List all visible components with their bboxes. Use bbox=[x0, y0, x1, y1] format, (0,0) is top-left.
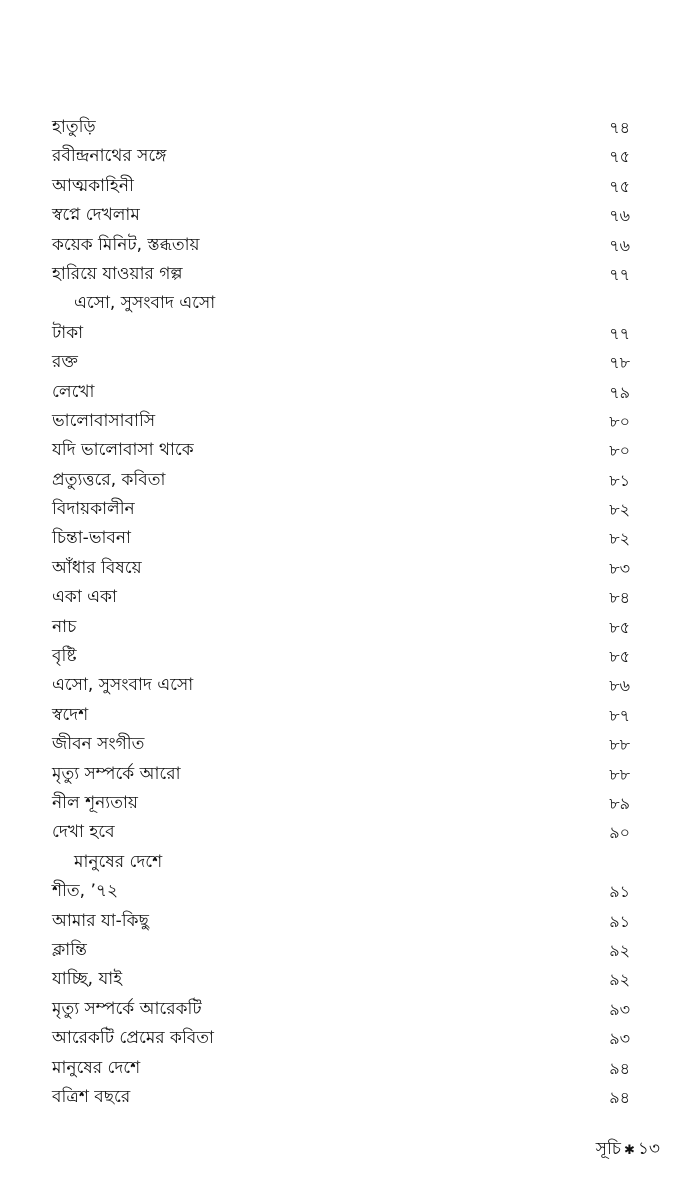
toc-entry bbox=[52, 1083, 642, 1112]
toc-entry bbox=[52, 642, 642, 671]
entry-title: দেখা হবে bbox=[52, 822, 115, 843]
entry-page-number: ৭৭ bbox=[609, 264, 630, 284]
toc-entry bbox=[52, 907, 642, 936]
entry-page-number: ৭৪ bbox=[609, 118, 630, 137]
entry-page-number: ৮০ bbox=[609, 411, 630, 431]
entry-page-number: ৯২ bbox=[609, 970, 630, 990]
entry-page-number: ৯২ bbox=[609, 940, 630, 960]
entry-title: যাচ্ছি, যাই bbox=[52, 969, 123, 990]
entry-title: প্রত্যুত্তরে, কবিতা bbox=[52, 469, 166, 490]
toc-entry bbox=[52, 378, 642, 407]
entry-page-number: ৯১ bbox=[609, 882, 630, 902]
entry-title: টাকা bbox=[52, 322, 84, 343]
entry-title: ক্লান্তি bbox=[52, 939, 87, 960]
toc-entry bbox=[52, 113, 642, 142]
entry-title: স্বপ্নে দেখলাম bbox=[52, 205, 140, 226]
entry-page-number: ৮২ bbox=[609, 529, 630, 549]
entry-page-number: ৮৯ bbox=[609, 793, 630, 813]
entry-page-number: ৯৪ bbox=[609, 1087, 630, 1107]
entry-title: নাচ bbox=[52, 616, 77, 637]
entry-page-number: ৮৩ bbox=[609, 558, 630, 578]
section-title: মানুষের দেশে bbox=[74, 851, 163, 872]
entry-page-number: ৮৮ bbox=[609, 735, 630, 755]
footer-page-number: ১৩ bbox=[637, 1139, 660, 1159]
entry-page-number: ৭৬ bbox=[609, 206, 630, 226]
entry-page-number: ৭৯ bbox=[609, 382, 630, 402]
toc-entry bbox=[52, 348, 642, 377]
toc-entry bbox=[52, 789, 642, 818]
entry-page-number: ৮৬ bbox=[609, 676, 630, 696]
entry-page-number: ৭৮ bbox=[609, 353, 630, 373]
toc-entry bbox=[52, 466, 642, 495]
entry-title: জীবন সংগীত bbox=[52, 734, 145, 755]
toc-entry bbox=[52, 407, 642, 436]
entry-title: বত্রিশ বছরে bbox=[52, 1086, 131, 1107]
entry-title: স্বদেশ bbox=[52, 704, 89, 725]
toc-entry bbox=[52, 524, 642, 553]
toc-entry bbox=[52, 995, 642, 1024]
toc-entry bbox=[52, 877, 642, 906]
entry-title: আরেকটি প্রেমের কবিতা bbox=[52, 1028, 214, 1049]
toc-entry bbox=[52, 172, 642, 201]
toc-entry bbox=[52, 436, 642, 465]
entry-page-number: ৯৪ bbox=[609, 1058, 630, 1078]
entry-title: আঁধার বিষয়ে bbox=[52, 557, 142, 578]
toc-entry bbox=[52, 760, 642, 789]
entry-page-number: ৮০ bbox=[609, 441, 630, 461]
toc-entry bbox=[52, 495, 642, 524]
toc-entry bbox=[52, 142, 642, 171]
page-footer bbox=[596, 1136, 660, 1164]
table-of-contents bbox=[52, 113, 642, 1112]
entry-title: আত্মকাহিনী bbox=[52, 175, 134, 196]
entry-page-number: ৭৬ bbox=[609, 235, 630, 255]
entry-title: বৃষ্টি bbox=[52, 646, 77, 667]
entry-title: হাতুড়ি bbox=[52, 117, 96, 137]
section-title: এসো, সুসংবাদ এসো bbox=[74, 293, 216, 314]
entry-title: বিদায়কালীন bbox=[52, 499, 135, 520]
toc-entry bbox=[52, 730, 642, 759]
entry-title: মৃত্যু সম্পর্কে আরেকটি bbox=[52, 998, 202, 1019]
entry-title: নীল শূন্যতায় bbox=[52, 792, 138, 813]
entry-title: লেখো bbox=[52, 381, 95, 402]
entry-page-number: ৮৮ bbox=[609, 764, 630, 784]
entry-title: আমার যা-কিছু bbox=[52, 910, 149, 931]
toc-entry bbox=[52, 319, 642, 348]
entry-title: রবীন্দ্রনাথের সঙ্গে bbox=[52, 146, 167, 167]
entry-page-number: ৮৭ bbox=[609, 705, 630, 725]
toc-entry bbox=[52, 671, 642, 700]
entry-title: যদি ভালোবাসা থাকে bbox=[52, 440, 194, 461]
toc-entry bbox=[52, 965, 642, 994]
toc-section-heading bbox=[52, 848, 642, 877]
toc-entry bbox=[52, 201, 642, 230]
entry-page-number: ৯৩ bbox=[609, 1029, 630, 1049]
entry-page-number: ৮৪ bbox=[609, 588, 630, 608]
toc-entry bbox=[52, 554, 642, 583]
entry-title: একা একা bbox=[52, 587, 117, 608]
entry-title: ভালোবাসাবাসি bbox=[52, 410, 156, 431]
entry-page-number: ৮৫ bbox=[609, 647, 630, 667]
footer-label: সূচি bbox=[595, 1139, 621, 1159]
entry-title: হারিয়ে যাওয়ার গল্প bbox=[52, 263, 183, 284]
entry-title: শীত, ’৭২ bbox=[52, 881, 118, 902]
toc-entry bbox=[52, 818, 642, 847]
entry-title: এসো, সুসংবাদ এসো bbox=[52, 675, 194, 696]
entry-title: চিন্তা-ভাবনা bbox=[52, 528, 131, 549]
toc-section-heading bbox=[52, 289, 642, 318]
entry-page-number: ৮২ bbox=[609, 500, 630, 520]
entry-page-number: ৮৫ bbox=[609, 617, 630, 637]
entry-page-number: ৯১ bbox=[609, 911, 630, 931]
toc-entry bbox=[52, 260, 642, 289]
footer-separator: ✱ bbox=[624, 1143, 635, 1158]
toc-entry bbox=[52, 1024, 642, 1053]
toc-entry bbox=[52, 583, 642, 612]
toc-entry bbox=[52, 231, 642, 260]
toc-entry bbox=[52, 613, 642, 642]
entry-title: মানুষের দেশে bbox=[52, 1057, 141, 1078]
entry-page-number: ৭৭ bbox=[609, 323, 630, 343]
entry-page-number: ৭৫ bbox=[609, 147, 630, 167]
toc-entry bbox=[52, 701, 642, 730]
entry-title: রক্ত bbox=[52, 352, 78, 373]
entry-page-number: ৮১ bbox=[609, 470, 630, 490]
toc-entry bbox=[52, 1054, 642, 1083]
entry-title: কয়েক মিনিট, স্তব্ধতায় bbox=[52, 234, 200, 255]
entry-title: মৃত্যু সম্পর্কে আরো bbox=[52, 763, 181, 784]
toc-entry bbox=[52, 936, 642, 965]
entry-page-number: ৯০ bbox=[609, 823, 630, 843]
entry-page-number: ৯৩ bbox=[609, 999, 630, 1019]
entry-page-number: ৭৫ bbox=[609, 176, 630, 196]
